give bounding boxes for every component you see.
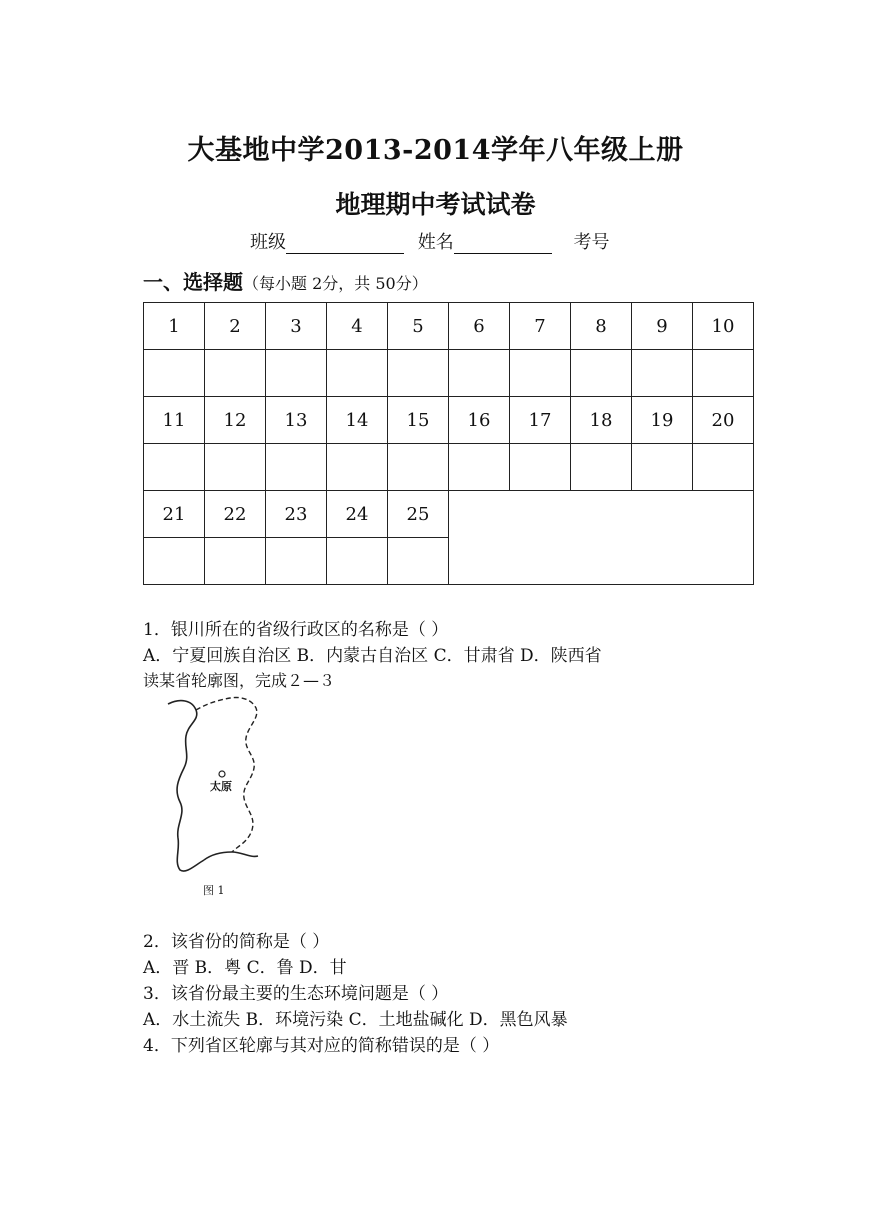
table-cell: 2 xyxy=(205,303,266,350)
table-cell: 19 xyxy=(632,397,693,444)
answer-cell[interactable] xyxy=(266,538,327,585)
class-label: 班级 xyxy=(250,232,286,253)
table-cell: 17 xyxy=(510,397,571,444)
table-cell: 16 xyxy=(449,397,510,444)
section-title: 一、选择题 xyxy=(143,270,243,294)
east-boundary-line xyxy=(196,697,257,852)
table-row-numbers-3 xyxy=(144,491,754,538)
table-cell: 14 xyxy=(327,397,388,444)
answer-cell[interactable] xyxy=(144,538,205,585)
province-outline-map xyxy=(160,690,270,880)
table-cell: 7 xyxy=(510,303,571,350)
name-label: 姓名 xyxy=(417,232,454,253)
exam-title-line2: 地理期中考试试卷 xyxy=(335,190,536,219)
table-cell: 20 xyxy=(693,397,754,444)
table-cell: 23 xyxy=(266,491,327,538)
exam-title-line1: 大基地中学2013-2014学年八年级上册 xyxy=(187,135,684,166)
answer-table xyxy=(143,302,754,585)
question-2: 2．该省份的简称是（ ） xyxy=(143,932,330,952)
answer-cell[interactable] xyxy=(388,444,449,491)
class-field[interactable] xyxy=(286,235,404,254)
answer-cell[interactable] xyxy=(327,350,388,397)
answer-cell[interactable] xyxy=(693,350,754,397)
answer-cell[interactable] xyxy=(510,350,571,397)
question-1: 1．银川所在的省级行政区的名称是（ ） xyxy=(143,620,449,640)
answer-cell[interactable] xyxy=(266,444,327,491)
table-cell: 8 xyxy=(571,303,632,350)
answer-cell[interactable] xyxy=(388,538,449,585)
table-cell: 9 xyxy=(632,303,693,350)
question-1-options: A．宁夏回族自治区 B．内蒙古自治区 C．甘肃省 D．陕西省 xyxy=(143,646,602,666)
table-cell: 21 xyxy=(144,491,205,538)
section-heading xyxy=(143,266,428,295)
table-empty-block xyxy=(449,491,754,585)
answer-cell[interactable] xyxy=(632,444,693,491)
number-label: 考号 xyxy=(573,232,610,253)
table-cell: 22 xyxy=(205,491,266,538)
table-cell: 18 xyxy=(571,397,632,444)
table-cell: 13 xyxy=(266,397,327,444)
answer-cell[interactable] xyxy=(327,538,388,585)
section-note: （每小题 2分，共 50分） xyxy=(243,274,428,293)
answer-cell[interactable] xyxy=(693,444,754,491)
answer-cell[interactable] xyxy=(144,444,205,491)
map-instruction: 读某省轮廓图，完成２—３ xyxy=(143,671,336,690)
question-2-options: A．晋 B．粤 C．鲁 D．甘 xyxy=(143,958,347,978)
answer-cell[interactable] xyxy=(449,444,510,491)
table-cell: 12 xyxy=(205,397,266,444)
table-row-numbers-1 xyxy=(144,303,754,350)
table-row-answers-2 xyxy=(144,444,754,491)
city-marker-icon xyxy=(219,771,225,777)
answer-cell[interactable] xyxy=(205,350,266,397)
student-info-row xyxy=(250,228,609,254)
name-field[interactable] xyxy=(454,235,552,254)
city-label: 太原 xyxy=(210,780,232,793)
table-cell: 24 xyxy=(327,491,388,538)
table-cell: 25 xyxy=(388,491,449,538)
table-row-answers-1 xyxy=(144,350,754,397)
table-cell: 15 xyxy=(388,397,449,444)
question-3: 3．该省份最主要的生态环境问题是（ ） xyxy=(143,984,449,1004)
answer-cell[interactable] xyxy=(388,350,449,397)
answer-cell[interactable] xyxy=(205,538,266,585)
answer-cell[interactable] xyxy=(632,350,693,397)
table-cell: 6 xyxy=(449,303,510,350)
answer-cell[interactable] xyxy=(205,444,266,491)
answer-cell[interactable] xyxy=(510,444,571,491)
table-row-numbers-2 xyxy=(144,397,754,444)
table-cell: 10 xyxy=(693,303,754,350)
answer-cell[interactable] xyxy=(327,444,388,491)
question-4: 4．下列省区轮廓与其对应的简称错误的是（ ） xyxy=(143,1036,500,1056)
west-boundary-line xyxy=(168,701,204,871)
south-boundary-line xyxy=(204,852,258,860)
map-caption: 图 1 xyxy=(203,884,225,897)
answer-cell[interactable] xyxy=(266,350,327,397)
answer-cell[interactable] xyxy=(571,350,632,397)
question-3-options: A．水土流失 B．环境污染 C．土地盐碱化 D．黑色风暴 xyxy=(143,1010,568,1030)
table-cell: 3 xyxy=(266,303,327,350)
table-cell: 4 xyxy=(327,303,388,350)
table-cell: 1 xyxy=(144,303,205,350)
answer-cell[interactable] xyxy=(144,350,205,397)
answer-cell[interactable] xyxy=(571,444,632,491)
table-cell: 5 xyxy=(388,303,449,350)
table-cell: 11 xyxy=(144,397,205,444)
answer-cell[interactable] xyxy=(449,350,510,397)
